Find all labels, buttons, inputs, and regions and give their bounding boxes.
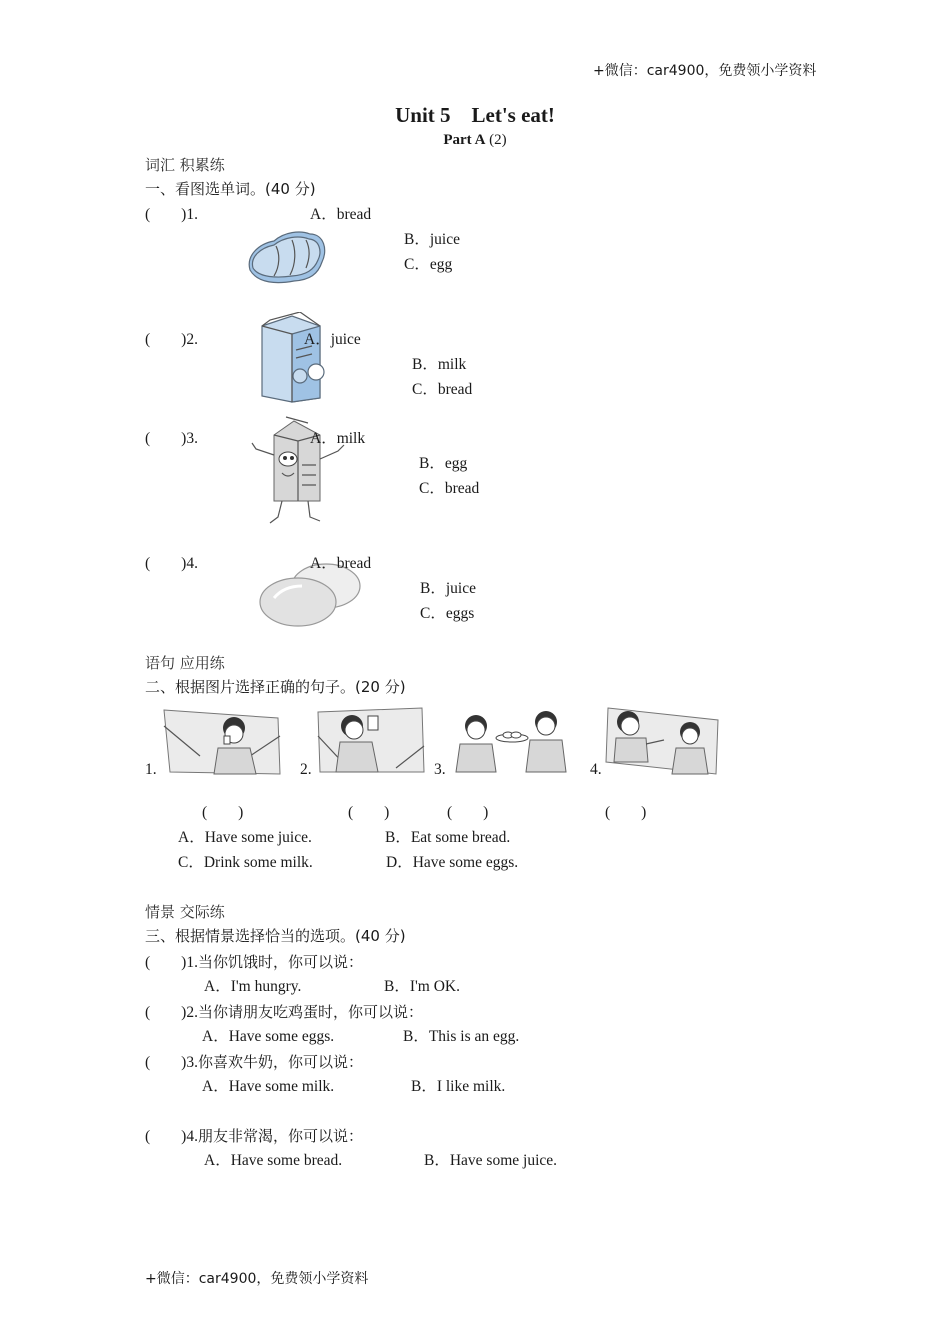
section3-heading: 三、根据情景选择恰当的选项。(40 分) (145, 927, 406, 945)
offering-bread-picture (598, 704, 722, 776)
s3-q4-paren: ( )4. (145, 1128, 198, 1145)
s1-q3-paren: ( )3. (145, 430, 198, 447)
s2-pic3-number: 3. (434, 761, 446, 778)
s2-pic1-number: 1. (145, 761, 157, 778)
s3-q2-option-a: A．Have some eggs. (202, 1028, 335, 1045)
s3-q3-prompt: 你喜欢牛奶，你可以说： (197, 1053, 363, 1071)
s3-q1-option-a: A．I'm hungry. (204, 978, 302, 995)
s1-q2-option-b: B．milk (412, 356, 467, 373)
s1-q4-option-a: A．bread (310, 555, 372, 572)
s3-q4-option-b: B．Have some juice. (424, 1152, 558, 1169)
s1-q2-option-a: A．juice (304, 331, 361, 348)
section2-heading: 二、根据图片选择正确的句子。(20 分) (145, 678, 406, 696)
s3-q3-option-b: B．I like milk. (411, 1078, 506, 1095)
s3-q2-prompt: 当你请朋友吃鸡蛋时，你可以说： (197, 1003, 423, 1021)
s2-answer-2[interactable]: ( ) (348, 804, 390, 821)
s3-q1 (145, 953, 363, 973)
s2-answer-4[interactable]: ( ) (605, 804, 647, 821)
s1-q3-option-c: C．bread (419, 480, 480, 497)
s3-q3-paren: ( )3. (145, 1054, 198, 1071)
s3-q2-option-b: B．This is an egg. (403, 1028, 520, 1045)
s1-q2-paren: ( )2. (145, 331, 198, 348)
boy-drinking-picture (316, 706, 426, 776)
s1-q3-option-b: B．egg (419, 455, 468, 472)
page-subtitle (0, 131, 950, 149)
s2-pic2-number: 2. (300, 761, 312, 778)
section2-category: 语句 应用练 (145, 654, 225, 672)
s3-q2-paren: ( )2. (145, 1004, 198, 1021)
s2-option-c: C．Drink some milk. (178, 854, 313, 871)
s3-q1-option-b: B．I'm OK. (384, 978, 460, 995)
s3-q4-prompt: 朋友非常渴，你可以说： (197, 1127, 363, 1145)
s1-q1-option-b: B．juice (404, 231, 460, 248)
s1-q1-option-a: A．bread (310, 206, 372, 223)
s2-answer-3[interactable]: ( ) (447, 804, 489, 821)
page-title: Unit 5 Let's eat! (395, 103, 555, 127)
s3-q3 (145, 1053, 363, 1073)
s1-q1-paren: ( )1. (145, 206, 198, 223)
s3-q3-option-a: A．Have some milk. (202, 1078, 335, 1095)
s1-q4-paren: ( )4. (145, 555, 198, 572)
s1-q2-option-c: C．bread (412, 381, 473, 398)
section1-category: 词汇 积累练 (145, 156, 225, 174)
subtitle-part: Part A (443, 132, 486, 148)
sharing-eggs-picture (450, 706, 570, 774)
s1-q4-option-b: B．juice (420, 580, 476, 597)
header-wechat: +微信：car4900，免费领小学资料 (593, 63, 817, 79)
s1-q1-option-c: C．egg (404, 256, 453, 273)
s2-answer-1[interactable]: ( ) (202, 804, 244, 821)
section3-category: 情景 交际练 (145, 903, 225, 921)
s2-pic4-number: 4. (590, 761, 602, 778)
s3-q4 (145, 1127, 363, 1147)
s3-q4-option-a: A．Have some bread. (204, 1152, 343, 1169)
s3-q1-prompt: 当你饥饿时，你可以说： (197, 953, 363, 971)
s3-q1-paren: ( )1. (145, 954, 198, 971)
section1-heading: 一、看图选单词。(40 分) (145, 180, 316, 198)
s2-option-b: B．Eat some bread. (385, 829, 511, 846)
subtitle-number: (2) (489, 132, 507, 148)
s1-q4-option-c: C．eggs (420, 605, 475, 622)
s1-q3-option-a: A．milk (310, 430, 366, 447)
bread-icon (244, 226, 328, 288)
s3-q2 (145, 1003, 423, 1023)
footer-wechat: +微信：car4900，免费领小学资料 (145, 1271, 369, 1287)
s2-option-d: D．Have some eggs. (386, 854, 519, 871)
juice-box-icon (256, 312, 328, 404)
girl-drinking-picture (160, 706, 284, 778)
s2-option-a: A．Have some juice. (178, 829, 312, 846)
